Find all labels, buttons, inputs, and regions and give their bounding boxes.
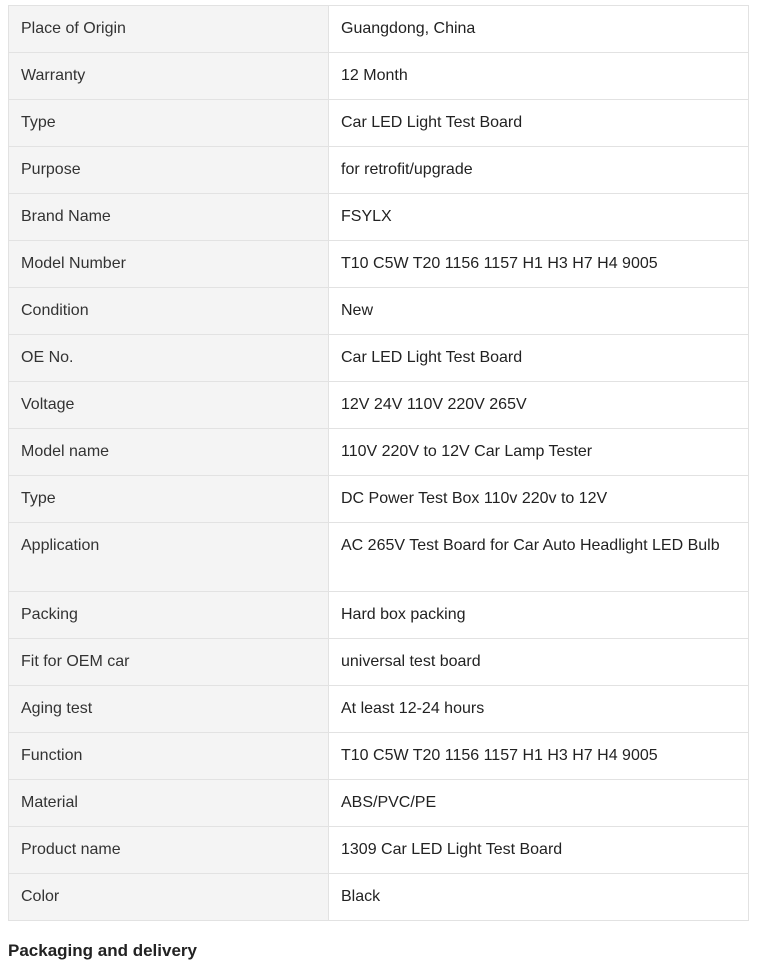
spec-value: T10 C5W T20 1156 1157 H1 H3 H7 H4 9005: [329, 241, 749, 288]
spec-label: Fit for OEM car: [9, 639, 329, 686]
spec-value: FSYLX: [329, 194, 749, 241]
spec-value: 1309 Car LED Light Test Board: [329, 827, 749, 874]
spec-label: Purpose: [9, 147, 329, 194]
table-row: [9, 335, 749, 382]
table-row: [9, 241, 749, 288]
table-row: [9, 476, 749, 523]
spec-label: Brand Name: [9, 194, 329, 241]
spec-value: DC Power Test Box 110v 220v to 12V: [329, 476, 749, 523]
spec-value: At least 12-24 hours: [329, 686, 749, 733]
table-row: [9, 53, 749, 100]
spec-value: Black: [329, 874, 749, 921]
spec-label: Color: [9, 874, 329, 921]
spec-value: Hard box packing: [329, 592, 749, 639]
spec-label: Function: [9, 733, 329, 780]
spec-value: T10 C5W T20 1156 1157 H1 H3 H7 H4 9005: [329, 733, 749, 780]
table-row: [9, 592, 749, 639]
table-row: [9, 429, 749, 476]
spec-value: 12 Month: [329, 53, 749, 100]
table-row: [9, 639, 749, 686]
spec-label: Model Number: [9, 241, 329, 288]
spec-value: 12V 24V 110V 220V 265V: [329, 382, 749, 429]
spec-label: Aging test: [9, 686, 329, 733]
spec-value: for retrofit/upgrade: [329, 147, 749, 194]
table-row: [9, 288, 749, 335]
spec-value: AC 265V Test Board for Car Auto Headlight LED Bulb: [329, 523, 749, 592]
spec-label: Material: [9, 780, 329, 827]
table-row: [9, 733, 749, 780]
spec-value: Car LED Light Test Board: [329, 100, 749, 147]
spec-value: New: [329, 288, 749, 335]
table-row: [9, 382, 749, 429]
spec-label: OE No.: [9, 335, 329, 382]
table-row: [9, 523, 749, 592]
spec-value: Car LED Light Test Board: [329, 335, 749, 382]
table-row: [9, 147, 749, 194]
section-title-packaging: Packaging and delivery: [8, 941, 197, 960]
spec-label: Packing: [9, 592, 329, 639]
spec-value: 110V 220V to 12V Car Lamp Tester: [329, 429, 749, 476]
table-row: [9, 827, 749, 874]
spec-label: Product name: [9, 827, 329, 874]
table-row: [9, 6, 749, 53]
spec-value: Guangdong, China: [329, 6, 749, 53]
spec-value: universal test board: [329, 639, 749, 686]
spec-label: Condition: [9, 288, 329, 335]
spec-label: Voltage: [9, 382, 329, 429]
specifications-table: [8, 5, 749, 921]
table-row: [9, 874, 749, 921]
spec-label: Warranty: [9, 53, 329, 100]
table-row: [9, 194, 749, 241]
spec-label: Application: [9, 523, 329, 592]
spec-label: Type: [9, 100, 329, 147]
spec-label: Model name: [9, 429, 329, 476]
spec-label: Place of Origin: [9, 6, 329, 53]
spec-label: Type: [9, 476, 329, 523]
table-row: [9, 686, 749, 733]
spec-value: ABS/PVC/PE: [329, 780, 749, 827]
table-row: [9, 100, 749, 147]
table-row: [9, 780, 749, 827]
